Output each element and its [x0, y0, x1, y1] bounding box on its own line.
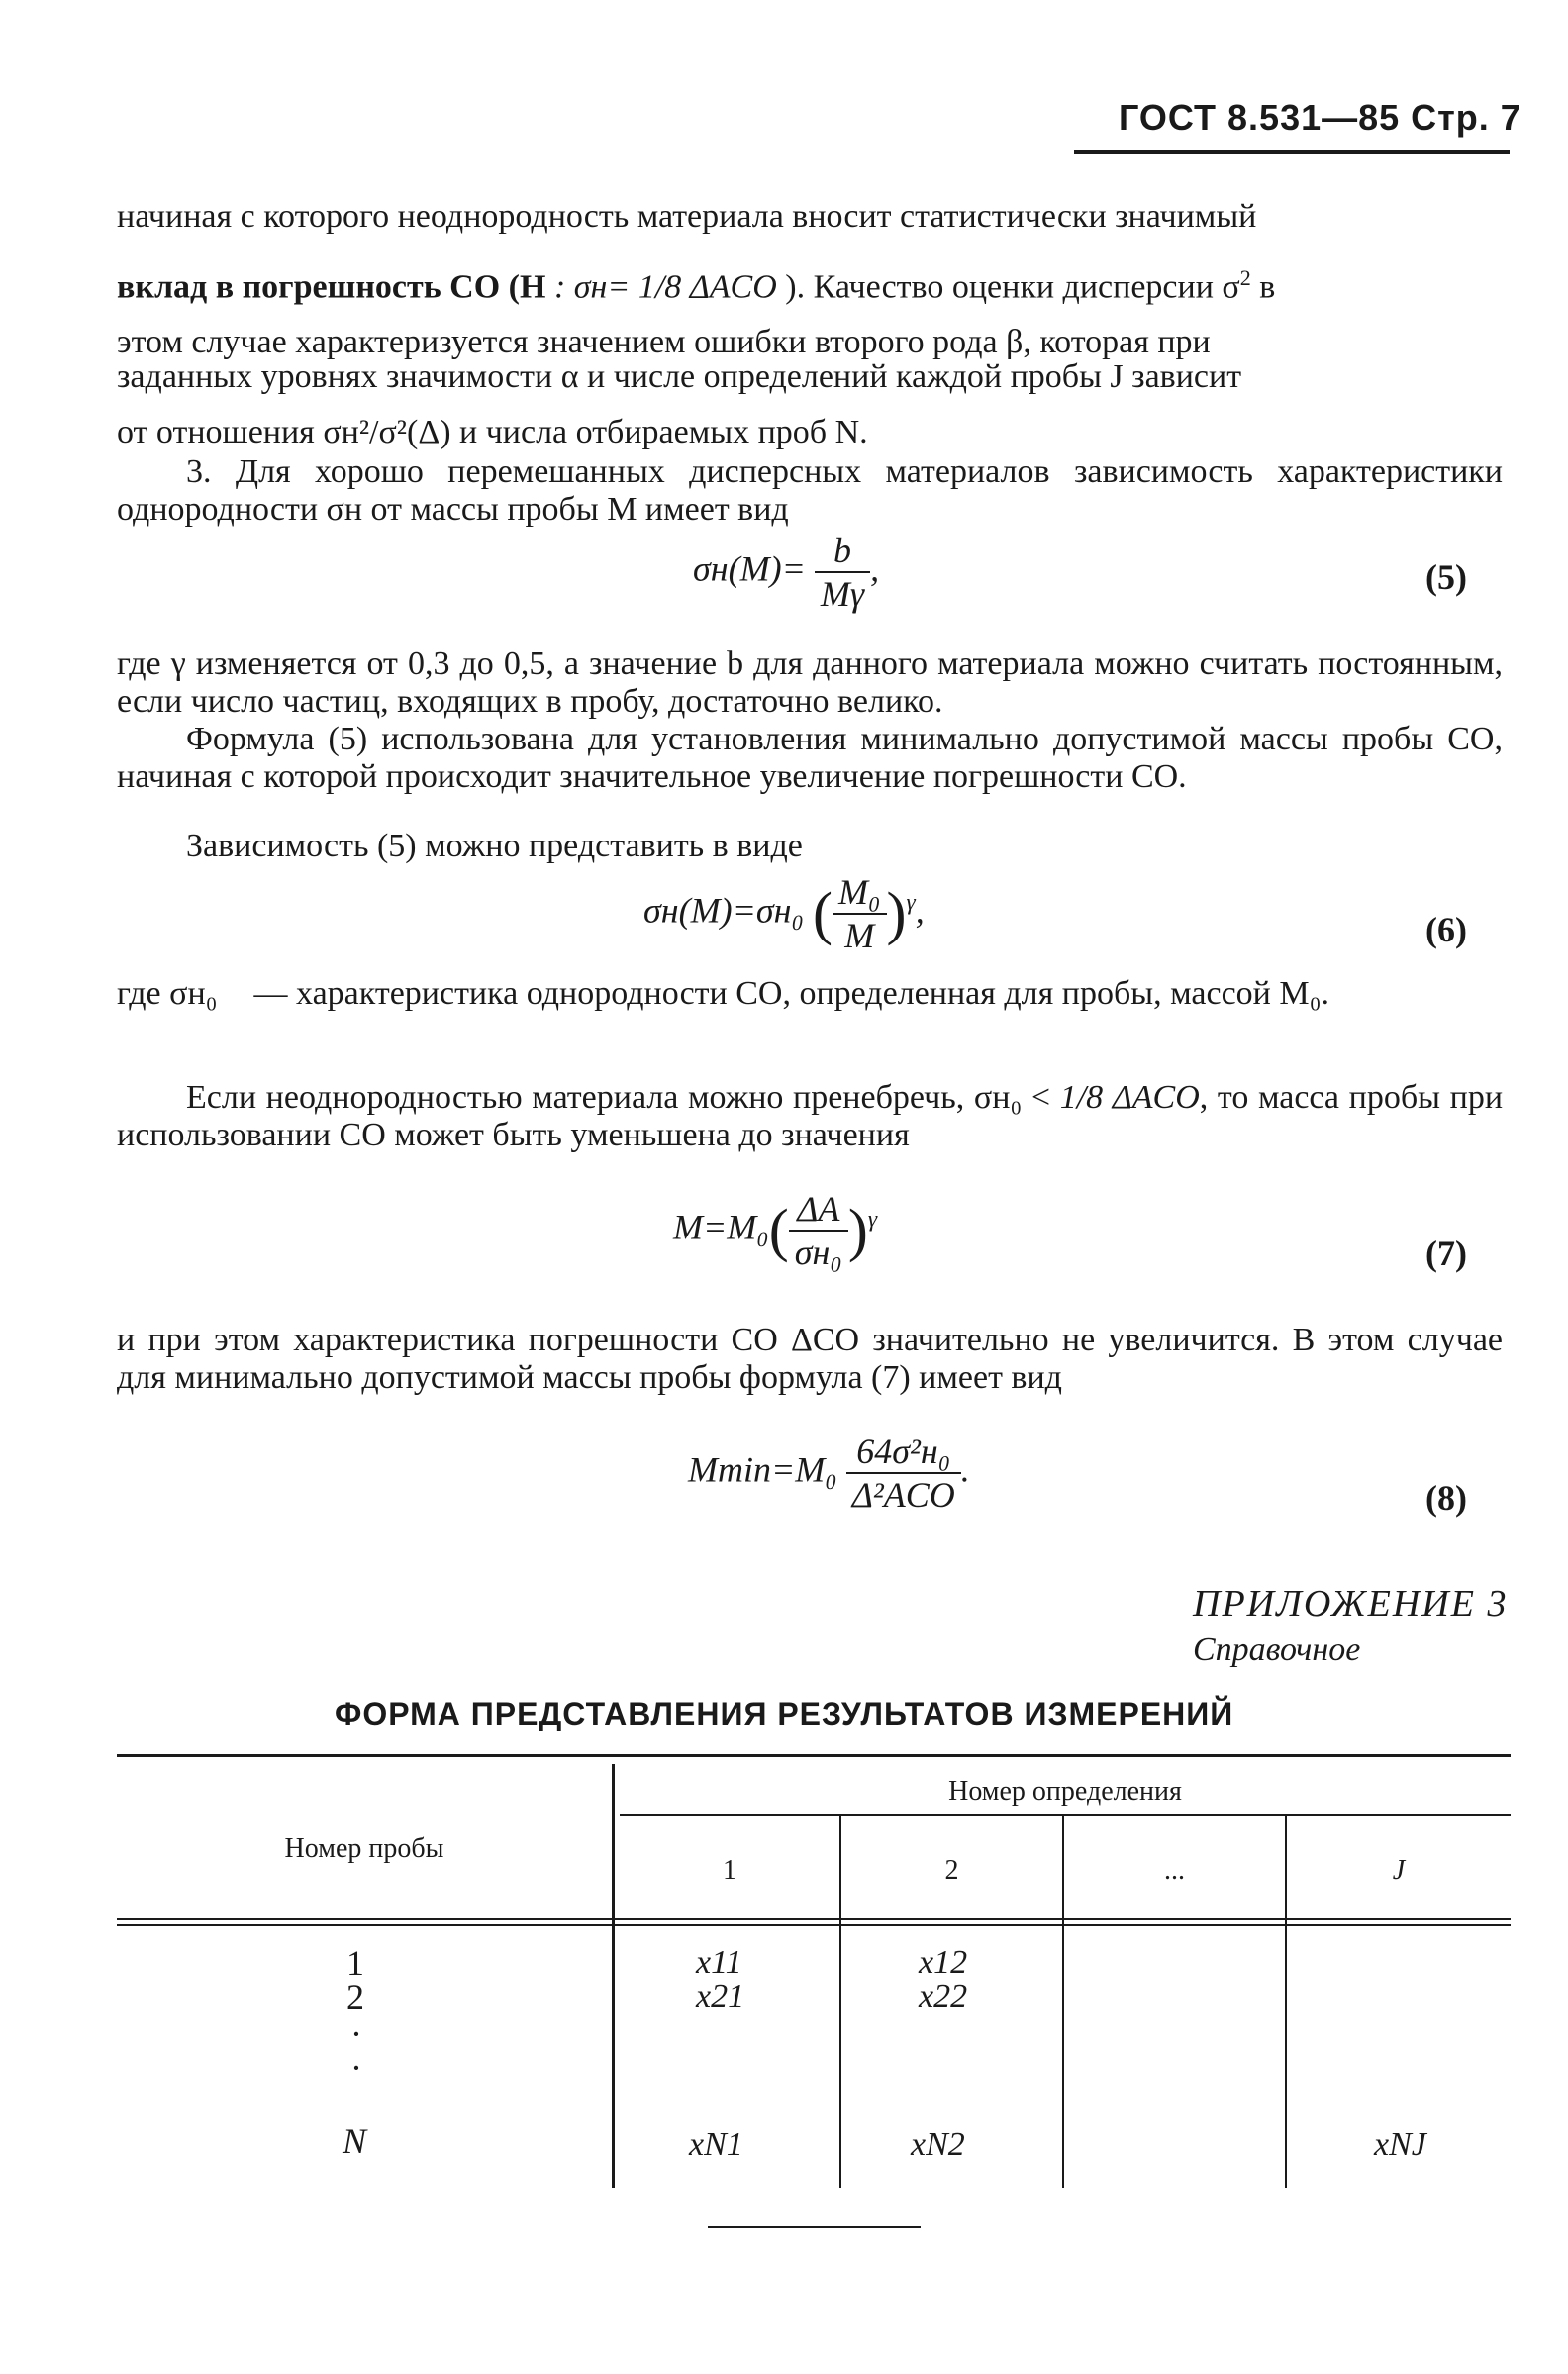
results-table [117, 1754, 1511, 2190]
formula-8: Mmin=M₀ $\frac{\text{64σ²н₀}}{\text{Δ²ACO}}$ . [688, 1432, 970, 1515]
table-cell: x12 [919, 1944, 968, 1981]
numerator: 64σ²н₀ [846, 1431, 961, 1474]
paragraph-line: этом случае характеризуется значением ошибки второго рода β, которая при [117, 324, 1211, 360]
appendix-subtitle: Справочное [1193, 1632, 1361, 1668]
fraction [789, 1188, 848, 1273]
denominator: M [844, 916, 875, 955]
table-cell: xN1 [689, 2127, 743, 2163]
paragraph-line-inline-formula: вклад в погрешность СО (H : σн= 1/8 ΔACO ). Качество оценки дисперсии $\sigma^2$ в [117, 265, 1276, 306]
table-header-cell: Номер определения [948, 1776, 1182, 1807]
row-label: 1 [346, 1943, 364, 1983]
fraction [815, 530, 870, 615]
numerator: ΔA [789, 1188, 848, 1232]
table-cell: xNJ [1374, 2127, 1426, 2163]
formula-7: M=M₀( $\frac{\Delta A}{\text{σн₀}}$ )$^\gamma$ [673, 1189, 878, 1272]
table-cell: xN2 [911, 2127, 965, 2163]
table-subheader-cell: 2 [944, 1855, 959, 1886]
text-run: в [1259, 268, 1276, 306]
formula-inline: : σн= 1/8 ΔACO [545, 268, 777, 306]
paragraph: Если неоднородностью материала можно пренебречь, σн₀ < 1/8 ΔACO, то масса пробы при использовании СО может быть уменьшена до значения [117, 1079, 1504, 1153]
fraction [846, 1431, 961, 1516]
paragraph-line: заданных уровнях значимости α и числе определений каждой пробы J зависит [117, 358, 1242, 395]
table-header-rule [117, 1924, 1511, 1926]
formula-lhs: σн(M)=σн₀ [643, 890, 804, 931]
text-run: вклад в погрешность СО (H [117, 268, 546, 306]
header-divider [1074, 150, 1510, 154]
formula-lhs: Mmin=M₀ [688, 1449, 837, 1490]
paragraph: где γ изменяется от 0,3 до 0,5, а значение b для данного материала можно считать постоянным, если число частиц, входящих в пробу, достаточно велико. [117, 645, 1503, 720]
formula-lhs: σн(M)= [693, 548, 806, 589]
table-subheader-cell: J [1392, 1855, 1406, 1886]
formula-5: σн(M)= $\frac{b}{M\gamma}$ , [693, 531, 880, 614]
table-header-rule [117, 1918, 1511, 1920]
paragraph: 3. Для хорошо перемешанных дисперсных материалов зависимость характеристики однородности σн от массы пробы M имеет вид [117, 453, 1503, 528]
paragraph: Зависимость (5) можно представить в виде [186, 828, 803, 864]
equation-number: (7) [1425, 1234, 1467, 1273]
formula-inline-text: 1/8 ΔACO [637, 268, 777, 306]
table-top-rule [117, 1754, 1511, 1757]
table-title: ФОРМА ПРЕДСТАВЛЕНИЯ РЕЗУЛЬТАТОВ ИЗМЕРЕНИЙ [335, 1696, 1234, 1731]
text-run: то масса пробы при использовании СО может быть уменьшена до значения [117, 1079, 1504, 1153]
text-run: — характеристика однородности СО, определенная для пробы, массой M₀. [253, 975, 1329, 1012]
paragraph-definition [117, 975, 1503, 1013]
paragraph: и при этом характеристика погрешности СО ΔСО значительно не увеличится. В этом случае для минимально допустимой массы пробы формула (7) имеет вид [117, 1322, 1503, 1396]
row-label: · [350, 2048, 362, 2088]
denominator: Mγ [820, 574, 865, 614]
denominator: Δ²ACO [851, 1475, 955, 1515]
equation-number: (8) [1425, 1478, 1467, 1518]
appendix-title: ПРИЛОЖЕНИЕ 3 [1193, 1583, 1509, 1625]
numerator: b [815, 530, 870, 573]
fraction [833, 871, 887, 956]
numerator: M₀ [833, 871, 887, 915]
table-subheader-cell: ... [1164, 1855, 1185, 1886]
paragraph-line: начиная с которого неоднородность материала вносит статистически значимый [117, 198, 1257, 235]
table-cell: x11 [696, 1944, 742, 1981]
paragraph: Формула (5) использована для установления минимально допустимой массы пробы СО, начиная с которой происходит значительное увеличение погрешности СО. [117, 721, 1503, 795]
page-header: ГОСТ 8.531—85 Стр. 7 [1119, 97, 1521, 138]
denominator: σн₀ [794, 1233, 842, 1272]
table-col-divider [612, 1764, 615, 2188]
equation-number: (6) [1425, 910, 1467, 949]
formula-inline-text: 1/8 ΔACO [1059, 1079, 1200, 1116]
text-run: где σн₀ [117, 975, 218, 1012]
table-group-rule [620, 1814, 1511, 1816]
end-divider [708, 2226, 921, 2228]
table-header-cell: Номер пробы [284, 1833, 444, 1864]
row-label: 2 [346, 1977, 364, 2017]
formula-lhs: M=M₀ [673, 1207, 769, 1247]
table-cell: x21 [696, 1978, 745, 2015]
table-subheader-cell: 1 [723, 1855, 736, 1886]
paragraph-line: от отношения σн²/σ²(Δ) и числа отбираемых проб N. [117, 414, 868, 450]
text-run: Если неоднородностью материала можно пренебречь, σн₀ < [186, 1079, 1051, 1116]
table-cell: x22 [919, 1978, 968, 2015]
equation-number: (5) [1425, 557, 1467, 597]
text-run: ). Качество оценки дисперсии σ [785, 268, 1240, 306]
row-label: N [343, 2122, 367, 2161]
formula-6: σн(M)=σн₀ ( $\frac{\text{M₀}}{M}$ )$^\gamma$, [643, 872, 925, 955]
row-label: · [350, 2015, 362, 2054]
